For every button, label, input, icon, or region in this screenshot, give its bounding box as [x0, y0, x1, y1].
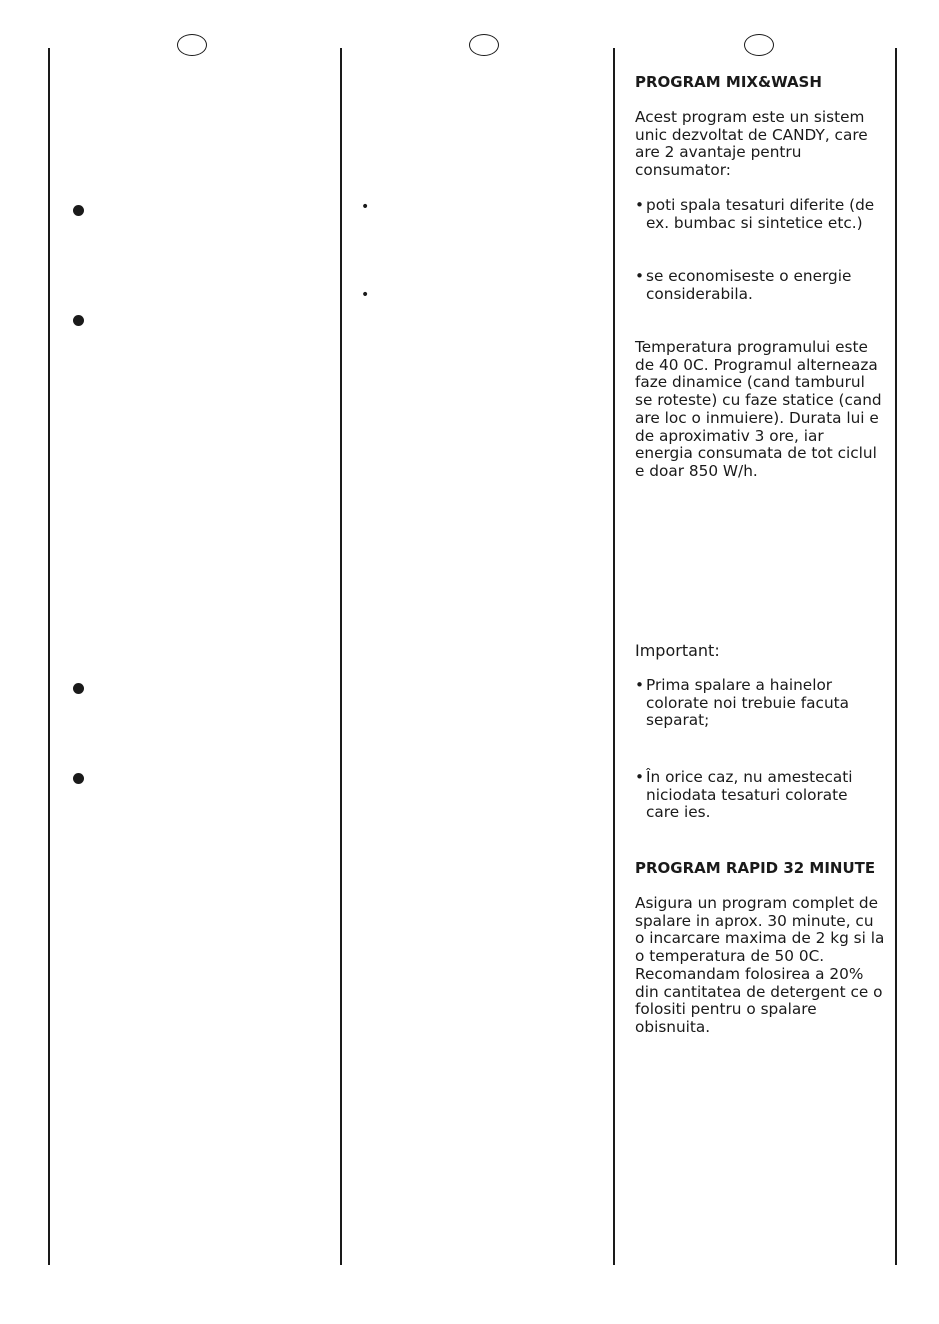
bullet-symbol: •: [635, 196, 645, 214]
mixwash-heading: PROGRAM MIX&WASH: [635, 73, 822, 91]
column-divider-middle-left: [340, 48, 342, 1265]
column-2-bullet: •: [361, 287, 370, 303]
mixwash-bullet: [635, 197, 885, 232]
bullet-symbol: •: [635, 676, 645, 694]
column-divider-left: [48, 48, 50, 1265]
mixwash-bullet-text: poti spala tesaturi diferite (de ex. bumbac si sintetice etc.): [646, 196, 875, 232]
mixwash-intro: Acest program este un sistem unic dezvoltat de CANDY, care are 2 avantaje pentru consumator:: [635, 108, 868, 180]
important-bullet: [635, 769, 885, 822]
column-1-bullet-dot: [73, 315, 84, 326]
important-bullet-text: Prima spalare a hainelor colorate noi trebuie facuta separat;: [646, 676, 850, 730]
mixwash-bullet-text: se economiseste o energie considerabila.: [646, 267, 852, 303]
column-1-bullet-dot: [73, 205, 84, 216]
mixwash-bullet: [635, 268, 885, 303]
column-divider-right: [895, 48, 897, 1265]
important-heading: Important:: [635, 641, 720, 660]
column-divider-middle-right: [613, 48, 615, 1265]
important-bullet: [635, 677, 885, 730]
rapid-text: Asigura un program complet de spalare in aprox. 30 minute, cu o incarcare maxima de 2 kg si la o temperatura de 50 0C. Recomandam folosirea a 20% din cantitatea de detergent ce o folositi pentru o spalare obisnuita.: [635, 894, 885, 1036]
language-oval-column-2: [469, 34, 499, 56]
rapid-heading: PROGRAM RAPID 32 MINUTE: [635, 859, 876, 877]
column-1-bullet-dot: [73, 773, 84, 784]
language-oval-column-1: [177, 34, 207, 56]
column-2-bullet: •: [361, 199, 370, 215]
mixwash-details: Temperatura programului este de 40 0C. Programul alterneaza faze dinamice (cand tamburul se roteste) cu faze statice (cand are loc o inmuiere). Durata lui e de aproximativ 3 ore, iar energia consumata de tot ciclul e doar 850 W/h.: [635, 338, 882, 480]
column-1-bullet-dot: [73, 683, 84, 694]
bullet-symbol: •: [635, 267, 645, 285]
bullet-symbol: •: [635, 768, 645, 786]
important-bullet-text: În orice caz, nu amestecati niciodata tesaturi colorate care ies.: [646, 768, 853, 822]
language-oval-column-3: [744, 34, 774, 56]
